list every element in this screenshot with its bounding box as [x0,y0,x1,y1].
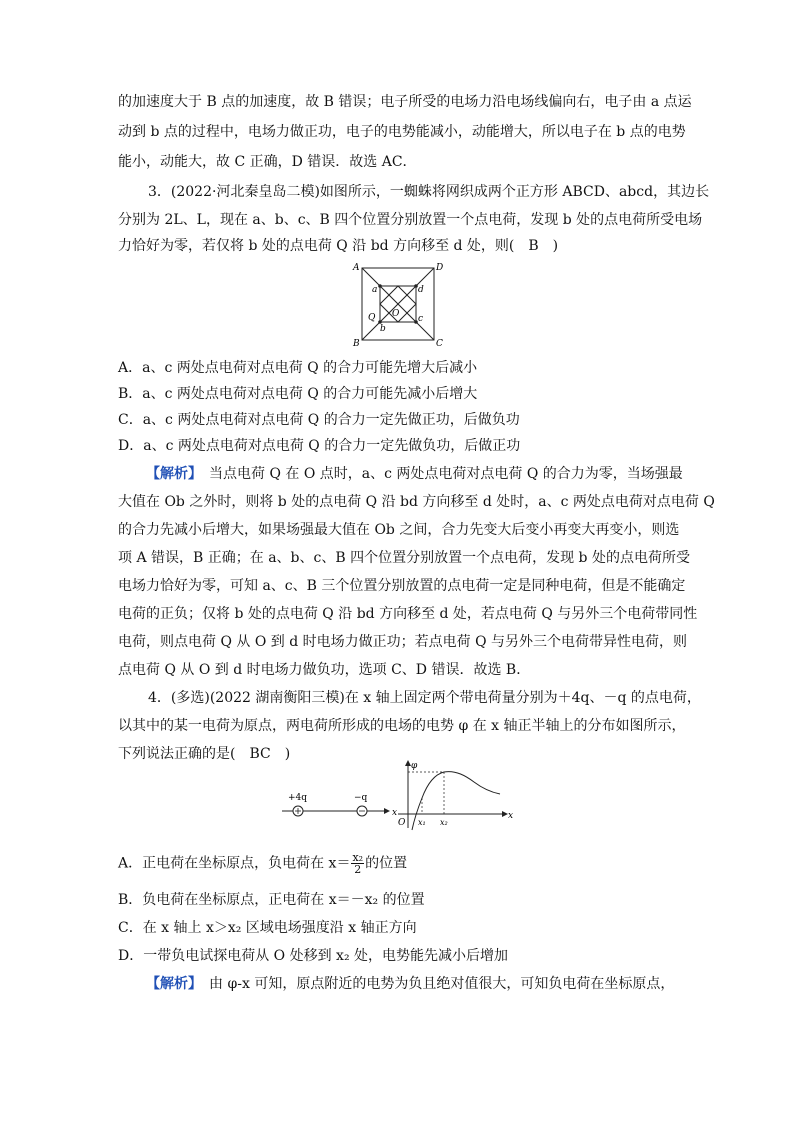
potential-graph-figure [394,758,518,832]
analysis-line: 的合力先减小后增大，如果场强最大值在 Ob 之间，合力先变大后变小再变大再变小，则选 [118,522,680,538]
question-3-stem: 力恰好为零，若仅将 b 处的点电荷 Q 沿 bd 方向移至 d 处，则( B ) [118,238,559,254]
phi-axis-label: φ [411,761,418,771]
text-line: 能小，动能大，故 C 正确，D 错误．故选 AC． [118,154,417,170]
x2-label: x₂ [440,818,448,827]
option-A: A．a、c 两处点电荷对点电荷 Q 的合力可能先增大后减小 [118,360,478,376]
x1-label: x₁ [418,818,426,827]
text-line: 的加速度大于 B 点的加速度，故 B 错误；电子所受的电场力沿电场线偏向右，电子由 a 点运 [118,94,692,110]
text-line: 动到 b 点的过程中，电场力做正功，电子的电势能减小，动能增大，所以电子在 b 点的电势 [118,124,686,140]
analysis-line: 【解析】 当点电荷 Q 在 O 点时，a、c 两处点电荷对点电荷 Q 的合力为零，当场强最 [146,466,683,482]
question-3-stem: 3．(2022·河北秦皇岛二模)如图所示，一蜘蛛将网织成两个正方形 ABCD、abcd，其边长 [148,184,710,200]
question-4-stem: 下列说法正确的是( BC ) [118,746,291,762]
analysis-line: 电荷的正负；仅将 b 处的点电荷 Q 沿 bd 方向移至 d 处，若点电荷 Q 与另外三个电荷带同性 [118,606,698,622]
origin-label: O [398,818,406,828]
question-3-stem: 分别为 2L、L，现在 a、b、c、B 四个位置分别放置一个点电荷，发现 b 处的点电荷所受电场 [118,212,703,228]
option-A: A．正电荷在坐标原点，负电荷在 x＝ $\frac{\text{x₂}}{2}$ 的位置 [118,851,408,876]
x-axis-label: x [508,811,514,821]
analysis-tag: 【解析】 [146,976,195,992]
label-D: D [436,263,444,273]
question-4-stem: 4．(多选)(2022 湖南衡阳三模)在 x 轴上固定两个带电荷量分别为＋4q、－q 的点电荷， [148,690,701,706]
option-C: C．a、c 两处点电荷对点电荷 Q 的合力一定先做正功，后做负功 [118,412,520,428]
label-b: b [380,324,386,334]
label-C: C [436,339,443,349]
positive-charge-label: +4q [288,793,308,803]
analysis-line: 电场力恰好为零，可知 a、c、B 三个位置分别放置的点电荷一定是同种电荷，但是不能确定 [118,578,686,594]
label-c: c [418,314,424,324]
option-C: C．在 x 轴上 x＞x₂ 区域电场强度沿 x 轴正方向 [118,920,417,936]
fraction: $\frac{\text{x₂}}{2}$ [352,851,364,876]
label-Q: Q [368,313,376,323]
analysis-line: 点电荷 Q 从 O 到 d 时电场力做负功，选项 C、D 错误．故选 B． [118,662,531,678]
option-D: D．一带负电试探电荷从 O 处移到 x₂ 处，电势能先减小后增加 [118,948,509,964]
option-D: D．a、c 两处点电荷对点电荷 Q 的合力一定先做负功，后做正功 [118,438,521,454]
spider-web-figure [342,258,452,350]
label-d: d [418,285,424,295]
option-B: B．a、c 两处点电荷对点电荷 Q 的合力可能先减小后增大 [118,386,478,402]
analysis-line: 项 A 错误，B 正确；在 a、b、c、B 四个位置分别放置一个点电荷，发现 b 处的点电荷所受 [118,550,690,566]
analysis-tag: 【解析】 [146,466,195,482]
analysis-line: 电荷，则点电荷 Q 从 O 到 d 时电场力做正功；若点电荷 Q 与另外三个电荷带异性电荷，则 [118,634,687,650]
label-O: O [392,309,400,319]
negative-charge-label: −q [354,793,368,803]
label-A: A [353,263,360,273]
x-axis-label: x [392,808,398,818]
label-B: B [353,339,360,349]
analysis-line: 大值在 Ob 之外时，则将 b 处的点电荷 Q 沿 bd 方向移至 d 处时，a、c 两处点电荷对点电荷 Q [118,494,715,510]
charges-on-axis-figure [282,784,412,834]
label-a: a [372,285,378,295]
analysis-line: 【解析】 由 φ-x 可知，原点附近的电势为负且绝对值很大，可知负电荷在坐标原点， [146,976,675,992]
question-4-stem: 以其中的某一电荷为原点，两电荷所形成的电场的电势 φ 在 x 轴正半轴上的分布如图所示， [118,718,686,734]
option-B: B．负电荷在坐标原点，正电荷在 x＝－x₂ 的位置 [118,892,425,908]
